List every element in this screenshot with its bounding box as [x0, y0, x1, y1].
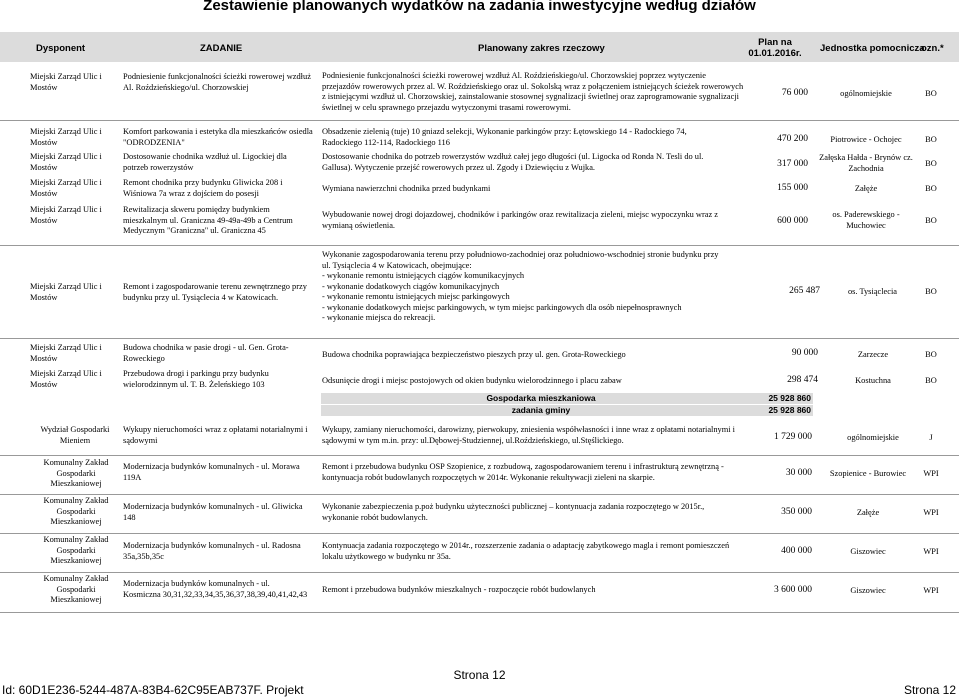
row-zadanie: Budowa chodnika w pasie drogi - ul. Gen. Grota-Roweckiego	[123, 343, 289, 363]
row-plan: 155 000	[777, 183, 808, 193]
row-zadanie: Modernizacja budynków komunalnych - ul. Kosmiczna 30,31,32,33,34,35,36,37,38,39,40,41,42,43	[123, 579, 308, 599]
row-dysponent: Komunalny Zakład Gospodarki Mieszkaniowej	[43, 458, 109, 488]
header-plan: Plan na 01.01.2016r.	[748, 37, 802, 59]
row-zakres: Wykupy, zamiany nieruchomości, darowizny, pierwokupy, zniesienia współwłasności i inne wraz z opłatami notarialnymi i sądowymi w tym m.in. przy: ul.Dębowej-Studziennej, ul.Roździeńskiego, ul.Stęślickiego.	[322, 425, 736, 445]
summary-row	[321, 393, 813, 404]
row-ozn: BO	[925, 159, 937, 168]
page-footer	[0, 683, 959, 697]
zakres-line: - wykonanie remontu istniejących miejsc parkingowych	[322, 292, 510, 301]
row-divider	[0, 572, 959, 573]
row-plan: 76 000	[781, 88, 808, 98]
row-zadanie: Remont chodnika przy budynku Gliwicka 208 i Wiśniowa 7a wraz z dojściem do posesji	[123, 178, 283, 198]
row-ozn: BO	[925, 89, 937, 98]
row-ozn: BO	[925, 350, 937, 359]
row-jednostka: Załęże	[854, 184, 878, 193]
row-jednostka: ogólnomiejskie	[847, 433, 899, 442]
row-ozn: BO	[925, 184, 937, 193]
row-plan: 30 000	[785, 468, 812, 478]
row-ozn: J	[929, 433, 933, 442]
row-plan: 90 000	[791, 348, 818, 358]
row-zakres: Wybudowanie nowej drogi dojazdowej, chodników i parkingów oraz rewitalizacja zieleni, miejsc wypoczynku wraz z wymianą oświetlenia.	[322, 210, 719, 230]
header-ozn: ozn.*	[921, 43, 944, 54]
table-header	[0, 32, 959, 62]
row-ozn: BO	[925, 135, 937, 144]
row-ozn: WPI	[923, 547, 939, 556]
summary-label: Gospodarka mieszkaniowa	[486, 393, 596, 403]
zakres-line: - wykonanie dodatkowych miejsc parkingowych, w tym miejsc parkingowych dla osób niepełnosprawnych	[322, 302, 682, 312]
row-jednostka: Giszowiec	[850, 586, 886, 595]
row-plan: 265 487	[789, 286, 820, 296]
row-dysponent: Komunalny Zakład Gospodarki Mieszkaniowej	[43, 535, 109, 565]
row-plan: 298 474	[787, 375, 818, 385]
row-plan: 1 729 000	[774, 432, 812, 442]
row-dysponent: Komunalny Zakład Gospodarki Mieszkaniowej	[43, 574, 109, 604]
row-zakres: Podniesienie funkcjonalności ścieżki rowerowej wzdłuż Al. Roździeńskiego/ul. Chorzowskiej poprzez wytyczenie przejazdów rowerowych przez al. W. Roździeńskiego oraz ul. Sokolską wraz z połączeniem istniejących ścieżek rowerowych z istniejącymi wzdłuż ul. Chorzowskiej, zainstalowanie stosownej sygnalizacji świetlnej oraz zaprogramowanie sygnalizacji świetlnej w celu sprawnego przejazdu wytyczonymi trasami rowerowymi.	[322, 71, 744, 112]
row-divider	[0, 494, 959, 495]
row-ozn: BO	[925, 216, 937, 225]
row-jednostka: Szopienice - Burowiec	[829, 469, 907, 478]
row-divider	[0, 120, 959, 121]
row-dysponent: Miejski Zarząd Ulic i Mostów	[30, 369, 102, 389]
summary-value: 25 928 860	[768, 393, 811, 403]
row-zadanie: Modernizacja budynków komunalnych - ul. Gliwicka 148	[123, 502, 303, 522]
row-dysponent: Miejski Zarząd Ulic i Mostów	[30, 205, 102, 225]
row-ozn: WPI	[923, 508, 939, 517]
row-jednostka: Kostuchna	[855, 376, 891, 385]
row-jednostka: Giszowiec	[850, 547, 886, 556]
row-zadanie: Przebudowa drogi i parkingu przy budynku wielorodzinnym ul. T. B. Żeleńskiego 103	[123, 369, 269, 389]
row-dysponent: Miejski Zarząd Ulic i Mostów	[30, 282, 102, 302]
row-zakres: Budowa chodnika poprawiająca bezpieczeństwo pieszych przy ul. gen. Grota-Roweckiego	[322, 350, 626, 359]
row-plan: 400 000	[781, 546, 812, 556]
row-jednostka: ogólnomiejskie	[840, 89, 892, 98]
row-jednostka: Piotrowice - Ochojec	[830, 135, 902, 144]
row-plan: 317 000	[777, 159, 808, 169]
header-jednostka: Jednostka pomocnicza	[820, 43, 925, 54]
zakres-line: - wykonanie dodatkowych ciągów komunikacyjnych	[322, 281, 500, 291]
row-zakres-list	[322, 250, 762, 324]
summary-label: zadania gminy	[511, 405, 571, 415]
row-zadanie: Modernizacja budynków komunalnych - ul. Morawa 119A	[123, 462, 300, 482]
summary-row	[321, 405, 813, 416]
row-jednostka: os. Tysiąclecia	[847, 287, 898, 296]
row-zadanie: Dostosowanie chodnika wzdłuż ul. Ligockiej dla potrzeb rowerzystów	[123, 152, 287, 172]
row-zakres: Obsadzenie zielenią (tuje) 10 gniazd selekcji, Wykonanie parkingów przy: Łętowskiego 14 - Radockiego 74, Radockiego 112-114, Radockiego 116	[322, 127, 687, 147]
row-dysponent: Wydział Gospodarki Mieniem	[40, 425, 110, 445]
row-zadanie: Wykupy nieruchomości wraz z opłatami notarialnymi i sądowymi	[123, 425, 308, 445]
zakres-line: ul. Tysiąclecia 4 w Katowicach, obejmujące:	[322, 260, 472, 270]
header-zadanie: ZADANIE	[200, 43, 243, 54]
row-jednostka: Załęże	[856, 508, 880, 517]
row-zadanie: Komfort parkowania i estetyka dla mieszkańców osiedla "ODRODZENIA"	[123, 127, 313, 147]
row-zakres: Remont i przebudowa budynku OSP Szopienice, z rozbudową, zagospodarowaniem terenu i infrastrukturą zewnętrzną - kontynuacja robót budowlanych rozpoczętych w 2014r. Wykonanie rekultywacji zieleni na skarpie.	[322, 462, 724, 482]
document-title: Zestawienie planowanych wydatków na zadania inwestycyjne według działów	[203, 0, 756, 14]
row-plan: 600 000	[777, 216, 808, 226]
row-zadanie: Remont i zagospodarowanie terenu zewnętrznego przy budynku przy ul. Tysiąclecia 4 w Katowicach.	[123, 282, 307, 302]
row-dysponent: Miejski Zarząd Ulic i Mostów	[30, 72, 102, 92]
row-plan: 350 000	[781, 507, 812, 517]
summary-value: 25 928 860	[768, 405, 811, 415]
header-dysponent: Dysponent	[36, 43, 86, 54]
row-zakres: Kontynuacja zadania rozpoczętego w 2014r., rozszerzenie zadania o adaptację zabytkowego magla i remont pomieszczeń lokalu użytkowego w budynku nr 35a.	[322, 541, 730, 561]
page-number-right: Strona 12	[903, 683, 956, 697]
page-number-center: Strona 12	[453, 668, 506, 682]
document-id: Id: 60D1E236-5244-487A-83B4-62C95EAB737F. Projekt	[2, 683, 304, 697]
row-dysponent: Miejski Zarząd Ulic i Mostów	[30, 343, 102, 363]
row-zadanie: Podniesienie funkcjonalności ścieżki rowerowej wzdłuż Al. Roździeńskiego/ul. Chorzowskiej	[123, 72, 311, 92]
row-zadanie: Rewitalizacja skweru pomiędzy budynkiem mieszkalnym ul. Graniczna 49-49a-49b a Centrum Medycznym "Graniczna" ul. Graniczna 45	[123, 205, 293, 235]
row-plan: 470 200	[777, 134, 808, 144]
row-dysponent: Miejski Zarząd Ulic i Mostów	[30, 127, 102, 147]
row-zakres: Dostosowanie chodnika do potrzeb rowerzystów wzdłuż całej jego długości (ul. Ligocka od Ronda N. Tesli do ul. Gallusa). Wytyczenie przejść rowerowych przez ul. Zgody i Dziewięciu z Wujka.	[322, 152, 704, 172]
row-divider	[0, 533, 959, 534]
row-dysponent: Miejski Zarząd Ulic i Mostów	[30, 152, 102, 172]
zakres-line: Wykonanie zagospodarowania terenu przy południowo-zachodniej oraz południowo-wschodniej stronie budynku przy	[322, 250, 719, 259]
row-zakres: Remont i przebudowa budynków mieszkalnych - rozpoczęcie robót budowlanych	[322, 585, 596, 594]
row-jednostka: os. Paderewskiego - Muchowiec	[832, 210, 900, 230]
row-dysponent: Miejski Zarząd Ulic i Mostów	[30, 178, 102, 198]
zakres-line: - wykonanie miejsca do rekreacji.	[322, 313, 436, 322]
row-divider	[0, 245, 959, 246]
row-zakres: Wymiana nawierzchni chodnika przed budynkami	[322, 184, 491, 193]
row-ozn: WPI	[923, 586, 939, 595]
row-zakres: Odsunięcie drogi i miejsc postojowych od okien budynku wielorodzinnego i placu zabaw	[322, 376, 622, 385]
header-zakres: Planowany zakres rzeczowy	[478, 43, 605, 54]
zakres-line: - wykonanie remontu istniejących ciągów komunikacyjnych	[322, 271, 525, 280]
row-jednostka: Zarzecze	[857, 350, 889, 359]
row-divider	[0, 338, 959, 339]
row-dysponent: Komunalny Zakład Gospodarki Mieszkaniowej	[43, 496, 109, 526]
row-divider	[0, 455, 959, 456]
row-ozn: BO	[925, 287, 937, 296]
row-zakres: Wykonanie zabezpieczenia p.poż budynku użyteczności publicznej – kontynuacja zadania rozpoczętego w 2015r., wykonanie robót budowlanych.	[322, 502, 705, 522]
row-plan: 3 600 000	[774, 585, 812, 595]
row-divider	[0, 612, 959, 613]
row-ozn: WPI	[923, 469, 939, 478]
row-zadanie: Modernizacja budynków komunalnych - ul. Radosna 35a,35b,35c	[123, 541, 301, 561]
row-jednostka: Załęska Hałda - Brynów cz. Zachodnia	[819, 153, 913, 173]
row-ozn: BO	[925, 376, 937, 385]
